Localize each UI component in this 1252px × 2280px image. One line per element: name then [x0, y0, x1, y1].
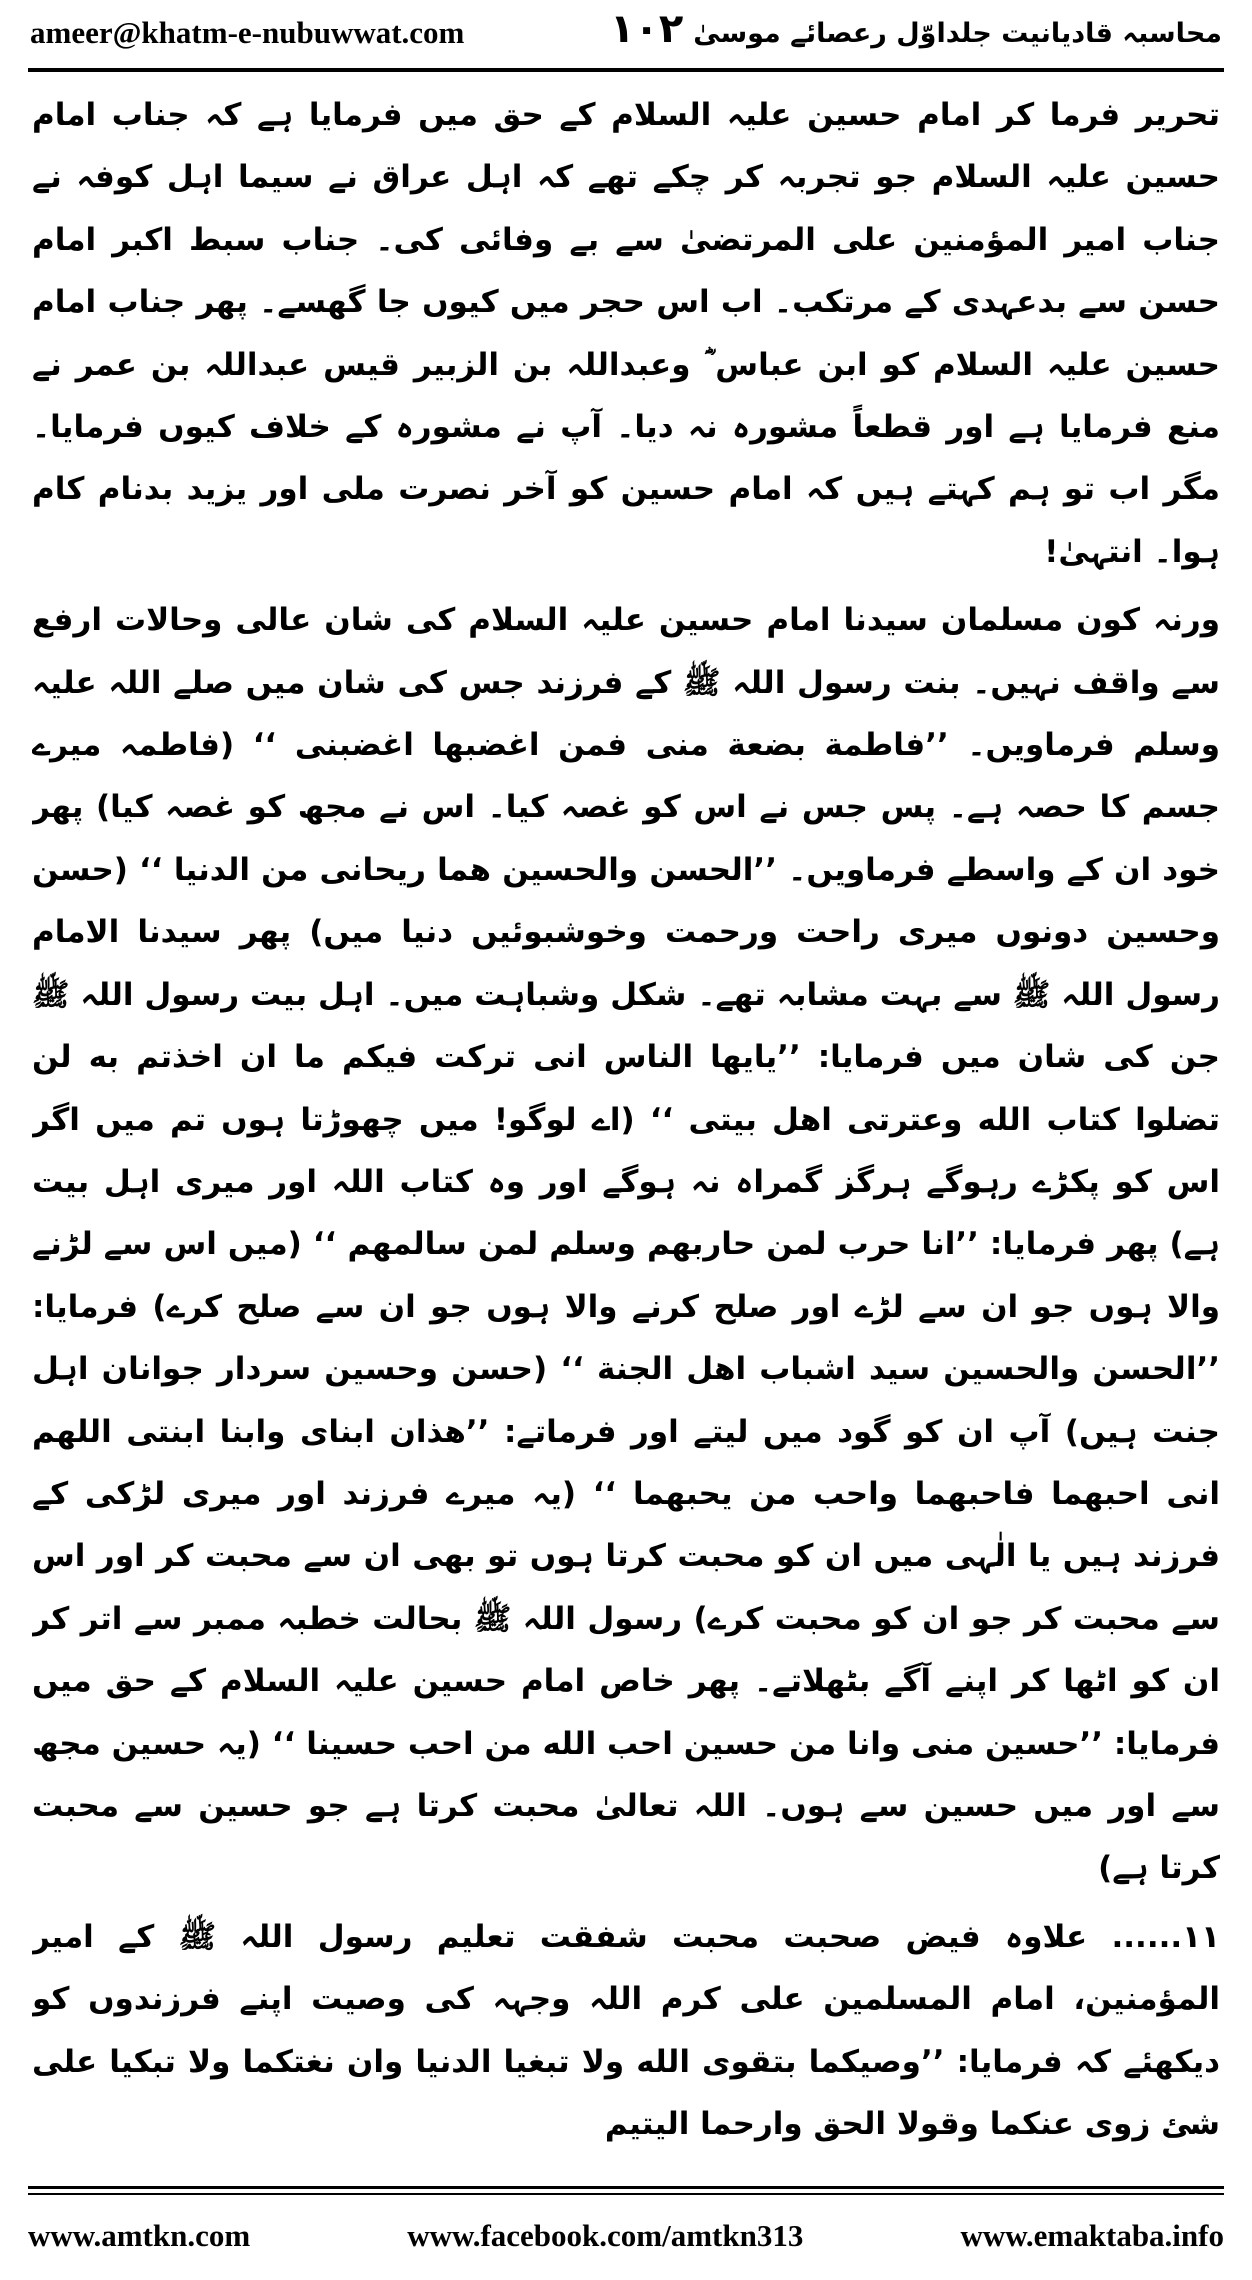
footer-link-amtkn[interactable]: www.amtkn.com	[28, 2218, 251, 2253]
footer-link-facebook[interactable]: www.facebook.com/amtkn313	[407, 2218, 804, 2253]
page-number: ۱۰۲	[610, 6, 684, 52]
footer-divider	[28, 2186, 1224, 2189]
page-footer	[28, 2204, 1224, 2268]
paragraph-1: تحریر فرما کر امام حسین علیہ السلام کے حق میں فرمایا ہے کہ جناب امام حسین علیہ السلام جو تجربہ کر چکے تھے کہ اہل عراق نے سیما اہل کوفہ نے جناب امیر المؤمنین علی المرتضیٰ سے بے وفائی کی۔ جناب سبط اکبر امام حسن سے بدعہدی کے مرتکب۔ اب اس حجر میں کیوں جا گھسے۔ پھر جناب امام حسین علیہ السلام کو ابن عباس ؓ وعبداللہ بن الزبیر قیس عبداللہ بن عمر نے منع فرمایا ہے اور قطعاً مشورہ نہ دیا۔ آپ نے مشورہ کے خلاف کیوں فرمایا۔ مگر اب تو ہم کہتے ہیں کہ امام حسین کو آخر نصرت ملی اور یزید بدنام کام ہوا۔ انتہیٰ!	[32, 97, 1220, 570]
paragraph-3: ۱۱...... علاوہ فیض صحبت محبت شفقت تعلیم رسول اللہ ﷺ کے امیر المؤمنین، امام المسلمین علی کرم اللہ وجہہ کی وصیت اپنے فرزندوں کو دیکھئے کہ فرمایا: ’’وصیکما بتقوی الله ولا تبغیا الدنیا وان نغتکما ولا تبکیا علی شئ زوی عنکما وقولا الحق وارحما الیتیم	[32, 1918, 1220, 2142]
header-email: ameer@khatm-e-nubuwwat.com	[30, 15, 465, 50]
page-header	[30, 0, 1222, 66]
header-divider	[28, 68, 1224, 72]
footer-link-emaktaba[interactable]: www.emaktaba.info	[960, 2218, 1224, 2253]
page-body	[32, 84, 1220, 2169]
paragraph-2: ورنہ کون مسلمان سیدنا امام حسین علیہ السلام کی شان عالی وحالات ارفع سے واقف نہیں۔ بنت رسول اللہ ﷺ کے فرزند جس کی شان میں صلے اللہ علیہ وسلم فرماویں۔ ’’فاطمة بضعة منی فمن اغضبها اغضبنی ‘‘ (فاطمہ میرے جسم کا حصہ ہے۔ پس جس نے اس کو غصہ کیا۔ اس نے مجھ کو غصہ کیا) پھر خود ان کے واسطے فرماویں۔ ’’الحسن والحسین هما ریحانی من الدنیا ‘‘ (حسن وحسین دونوں میری راحت ورحمت وخوشبوئیں دنیا میں) پھر سیدنا الامام رسول اللہ ﷺ سے بہت مشابہ تھے۔ شکل وشباہت میں۔ اہل بیت رسول اللہ ﷺ جن کی شان میں فرمایا: ’’یایها الناس انی ترکت فیکم ما ان اخذتم به لن تضلوا کتاب الله وعترتی اهل بیتی ‘‘ (اے لوگو! میں چھوڑتا ہوں تم میں اگر اس کو پکڑے رہوگے ہرگز گمراہ نہ ہوگے اور وہ کتاب اللہ اور میری اہل بیت ہے) پھر فرمایا: ’’انا حرب لمن حاربهم وسلم لمن سالمهم ‘‘ (میں اس سے لڑنے والا ہوں جو ان سے لڑے اور صلح کرنے والا ہوں جو ان سے صلح کرے) فرمایا: ’’الحسن والحسین سید اشباب اهل الجنة ‘‘ (حسن وحسین سردار جوانان اہل جنت ہیں) آپ ان کو گود میں لیتے اور فرماتے: ’’هذان ابنای وابنا ابنتی اللهم انی احبهما فاحبهما واحب من یحبهما ‘‘ (یہ میرے فرزند اور میری لڑکی کے فرزند ہیں یا الٰہی میں ان کو محبت کرتا ہوں تو بھی ان سے محبت کر اور اس سے محبت کر جو ان کو محبت کرے) رسول اللہ ﷺ بحالت خطبہ ممبر سے اتر کر ان کو اٹھا کر اپنے آگے بٹھلاتے۔ پھر خاص امام حسین علیہ السلام کے حق میں فرمایا: ’’حسین منی وانا من حسین احب الله من احب حسینا ‘‘ (یہ حسین مجھ سے اور میں حسین سے ہوں۔ اللہ تعالیٰ محبت کرتا ہے جو حسین سے محبت کرتا ہے)	[32, 602, 1220, 1887]
footer-divider-thin	[28, 2193, 1224, 2195]
book-title: محاسبہ قادیانیت جلداوّل رعصائے موسیٰ	[693, 17, 1222, 49]
